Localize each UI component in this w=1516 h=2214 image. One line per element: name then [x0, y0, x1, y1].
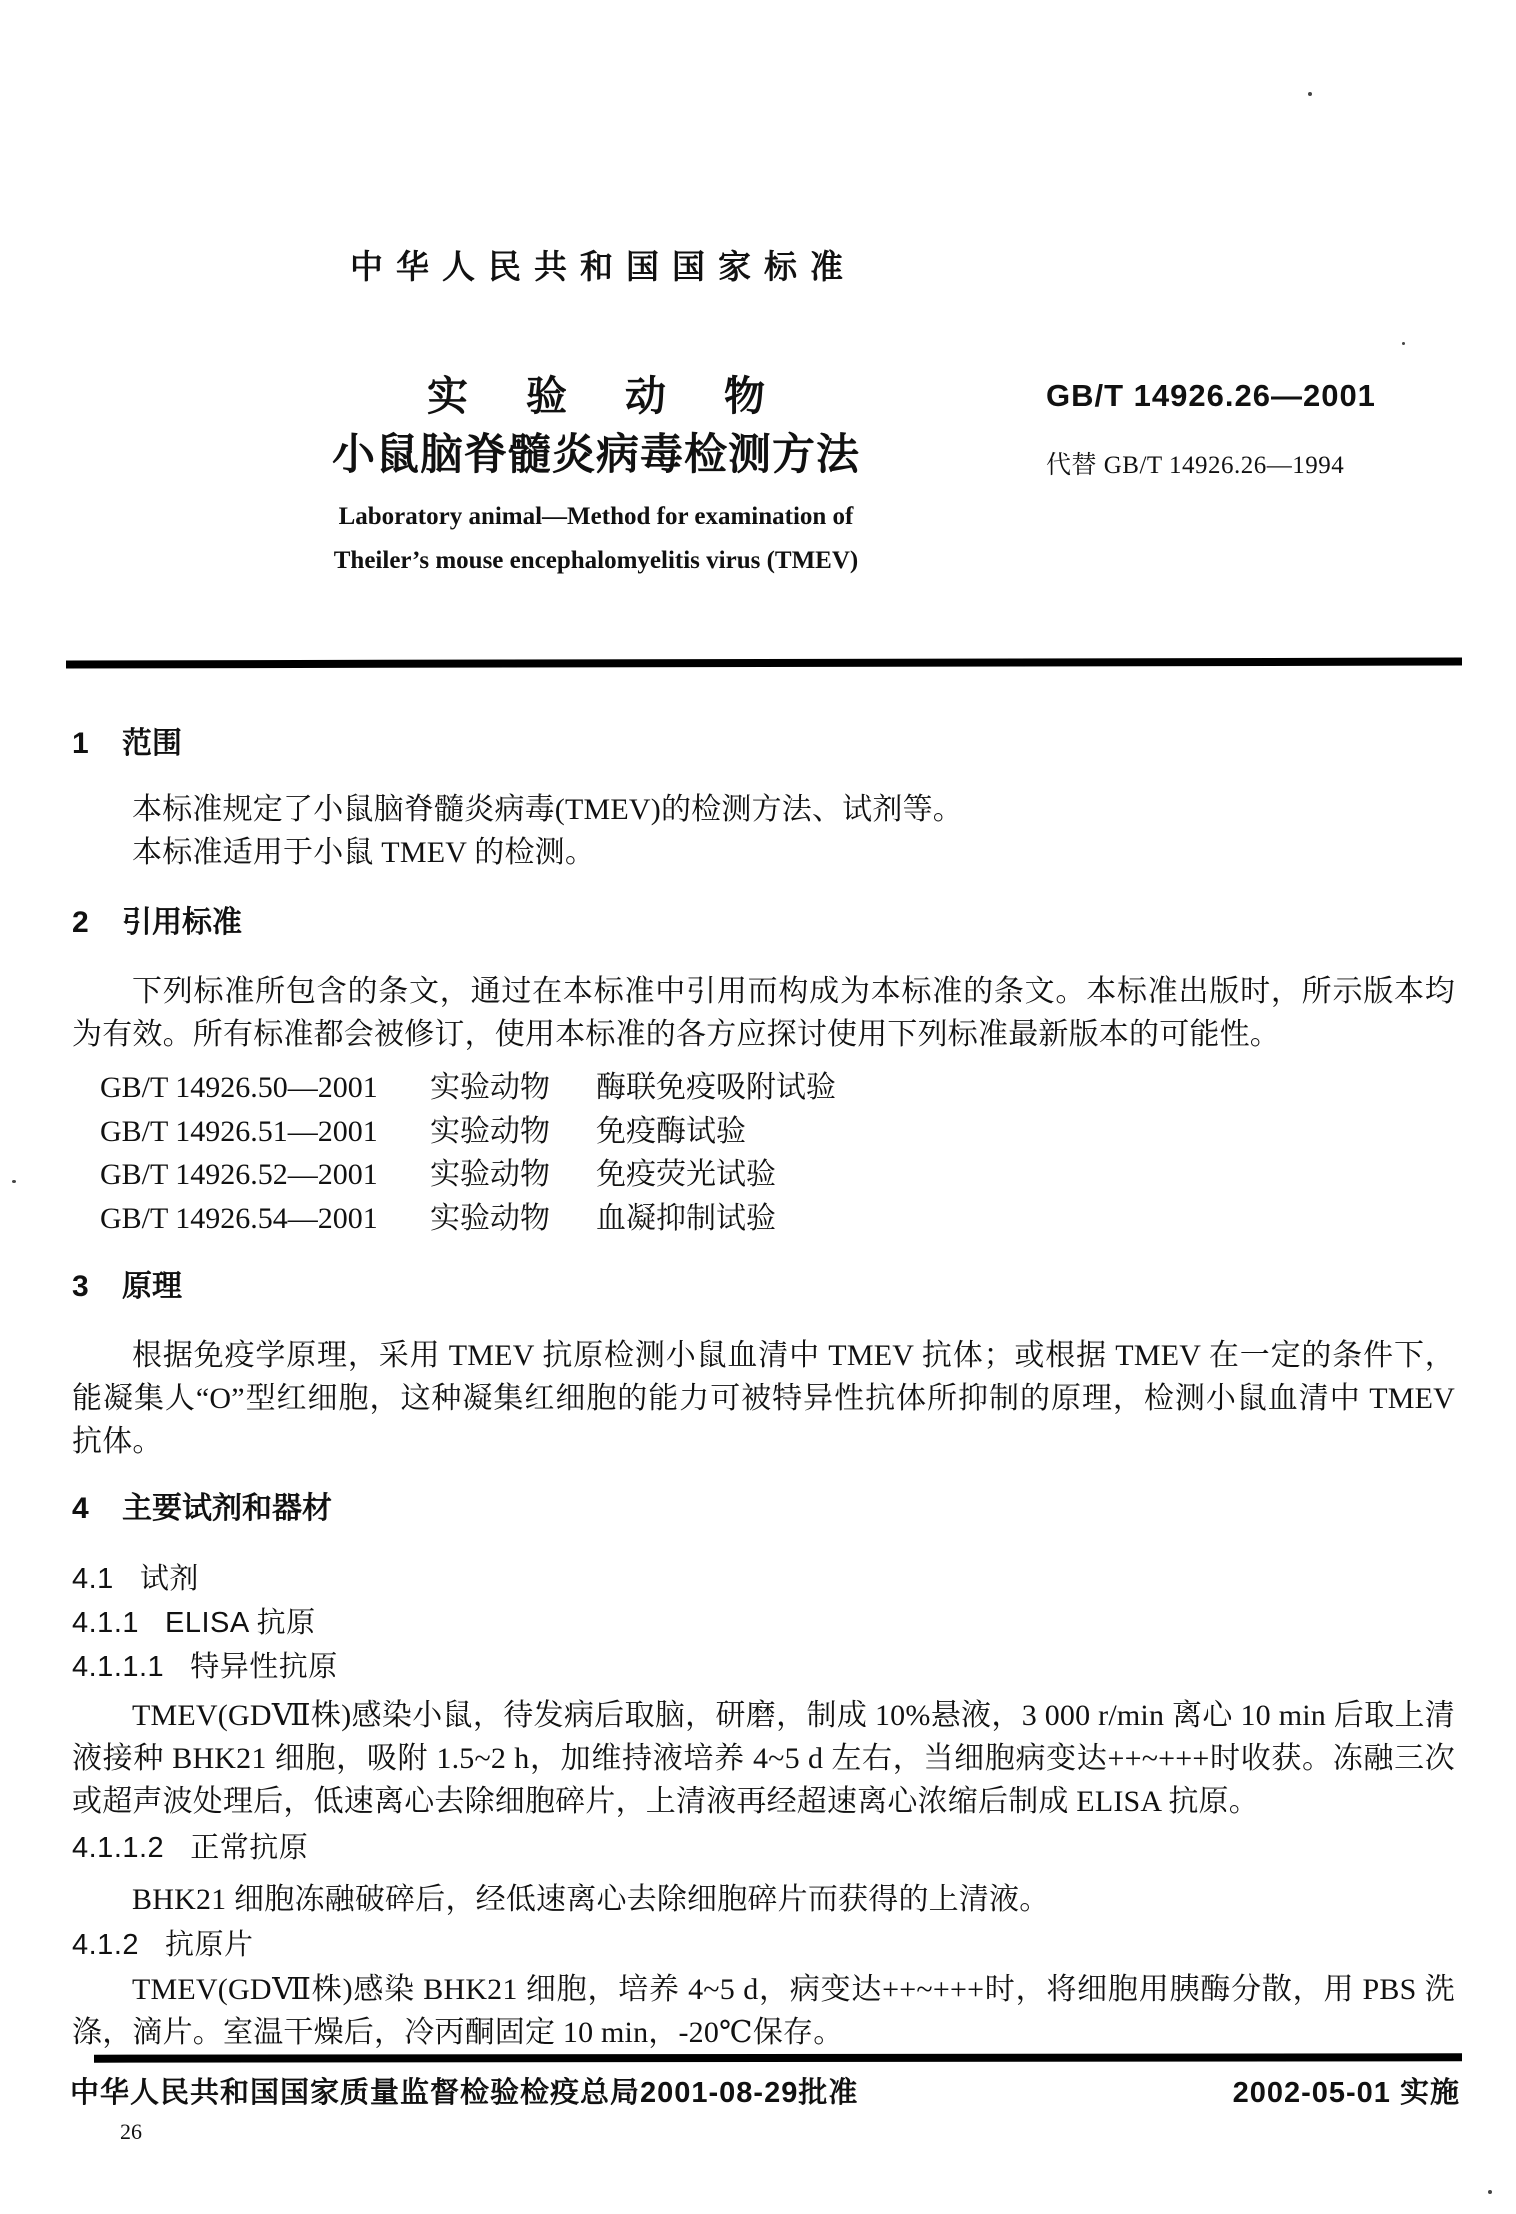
subtitle-chinese: 小鼠脑脊髓炎病毒检测方法 — [332, 431, 860, 479]
subsection-heading-elisa-antigen — [72, 1606, 1455, 1640]
footer-divider-rule — [94, 2053, 1462, 2062]
reference-category: 实验动物 — [430, 1158, 550, 1191]
reference-category: 实验动物 — [430, 1114, 550, 1148]
subsection-heading-antigen-slide — [72, 1928, 1455, 1962]
reference-category: 实验动物 — [430, 1201, 550, 1235]
subsection-number: 4.1.1.1 — [72, 1651, 165, 1683]
reference-code: GB/T 14926.52—2001 — [100, 1158, 378, 1191]
subsection-title: ELISA 抗原 — [165, 1607, 316, 1639]
principle-paragraph: 根据免疫学原理，采用 TMEV 抗原检测小鼠血清中 TMEV 抗体；或根据 TMEV 在一定的条件下，能凝集人“O”型红细胞，这种凝集红细胞的能力可被特异性抗体所抑制的原理，检测小鼠血清中 TMEV 抗体。 — [72, 1339, 1455, 1458]
scan-speck — [12, 1180, 16, 1183]
subsection-number: 4.1.1.2 — [72, 1832, 165, 1864]
reference-item — [100, 1110, 1455, 1154]
subsection-number: 4.1.1 — [72, 1607, 139, 1639]
national-standard-label: 中华人民共和国国家标准 — [350, 248, 856, 285]
reference-name: 酶联免疫吸附试验 — [596, 1071, 836, 1104]
section-title: 范围 — [122, 727, 182, 760]
subsection-number: 4.1 — [72, 1563, 114, 1595]
scan-speck — [1402, 342, 1405, 345]
reference-name: 免疫荧光试验 — [596, 1158, 776, 1191]
title-chinese: 实验动物 — [427, 373, 823, 419]
scan-speck — [1488, 2190, 1492, 2194]
footer-implementation-text: 2002-05-01 实施 — [1232, 2077, 1460, 2109]
scope-paragraph-1: 本标准规定了小鼠脑脊髓炎病毒(TMEV)的检测方法、试剂等。 — [132, 793, 963, 826]
section-heading-principle — [72, 1270, 1455, 1304]
section-number: 2 — [72, 906, 89, 939]
title-english-line1: Laboratory animal—Method for examination of — [338, 503, 854, 530]
page-number: 26 — [120, 2119, 142, 2144]
section-heading-references — [72, 906, 1455, 940]
subsection-title: 试剂 — [139, 1563, 199, 1595]
section-heading-reagents — [72, 1492, 1455, 1526]
standard-number: GB/T 14926.26—2001 — [1046, 378, 1376, 413]
section-title: 原理 — [122, 1270, 182, 1303]
reference-name: 血凝抑制试验 — [596, 1201, 776, 1235]
specific-antigen-paragraph: TMEV(GDⅦ株)感染小鼠，待发病后取脑，研磨，制成 10%悬液，3 000 r/min 离心 10 min 后取上清液接种 BHK21 细胞，吸附 1.5~2 h，加维持液培养 4~5 d 左右，当细胞病变达++~+++时收获。冻融三次或超声波处理后，低速离心去除细胞碎片，上清液再经超速离心浓缩后制成 ELISA 抗原。 — [72, 1699, 1455, 1818]
subsection-title: 特异性抗原 — [190, 1651, 338, 1683]
reference-list — [100, 1066, 1455, 1240]
section-number: 3 — [72, 1270, 89, 1303]
subsection-heading-specific-antigen — [72, 1650, 1455, 1684]
section-heading-scope — [72, 727, 1455, 761]
section-number: 4 — [72, 1492, 89, 1525]
replaces-note: 代替 GB/T 14926.26—1994 — [1046, 452, 1345, 479]
reference-item — [100, 1066, 1455, 1110]
normal-antigen-paragraph: BHK21 细胞冻融破碎后，经低速离心去除细胞碎片而获得的上清液。 — [132, 1883, 1050, 1916]
scope-paragraph-2: 本标准适用于小鼠 TMEV 的检测。 — [132, 836, 596, 869]
subsection-heading-reagent — [72, 1562, 1455, 1596]
title-english-line2: Theiler’s mouse encephalomyelitis virus (TMEV) — [333, 547, 859, 574]
subsection-title: 抗原片 — [165, 1929, 254, 1961]
footer-approval-text: 中华人民共和国国家质量监督检验检疫总局2001-08-29批准 — [70, 2077, 859, 2109]
reference-item — [100, 1153, 1455, 1197]
subsection-heading-normal-antigen — [72, 1831, 1455, 1865]
references-intro-paragraph: 下列标准所包含的条文，通过在本标准中引用而构成为本标准的条文。本标准出版时，所示版本均为有效。所有标准都会被修订，使用本标准的各方应探讨使用下列标准最新版本的可能性。 — [72, 975, 1455, 1051]
reference-name: 免疫酶试验 — [596, 1114, 746, 1148]
section-title: 引用标准 — [122, 906, 242, 939]
reference-code: GB/T 14926.54—2001 — [100, 1201, 378, 1235]
section-number: 1 — [72, 727, 89, 760]
reference-code: GB/T 14926.50—2001 — [100, 1071, 378, 1104]
reference-category: 实验动物 — [430, 1071, 550, 1104]
reference-item — [100, 1197, 1455, 1241]
antigen-slide-paragraph: TMEV(GDⅦ株)感染 BHK21 细胞，培养 4~5 d，病变达++~+++时，将细胞用胰酶分散，用 PBS 洗涤，滴片。室温干燥后，冷丙酮固定 10 min，-20℃保存。 — [72, 1973, 1455, 2049]
subsection-title: 正常抗原 — [190, 1832, 309, 1864]
reference-code: GB/T 14926.51—2001 — [100, 1114, 378, 1148]
section-title: 主要试剂和器材 — [122, 1492, 332, 1525]
document-body — [72, 0, 1455, 2054]
scan-speck — [1308, 92, 1312, 96]
subsection-number: 4.1.2 — [72, 1929, 139, 1961]
